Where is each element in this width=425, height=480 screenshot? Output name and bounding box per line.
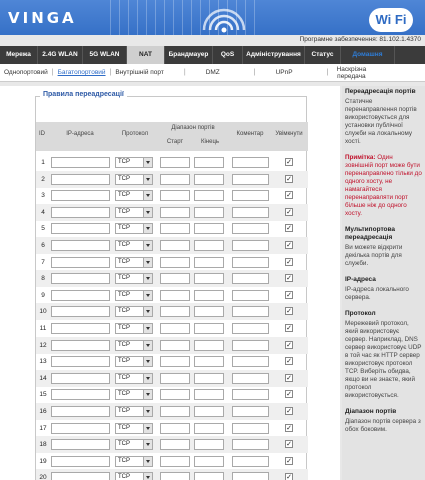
rule-id: 19: [39, 457, 47, 465]
brand-logo: VINGA: [8, 9, 77, 27]
protocol-select[interactable]: [115, 290, 153, 301]
protocol-select[interactable]: [115, 406, 153, 417]
col-id: ID: [39, 131, 45, 137]
help-text: [345, 418, 422, 434]
enable-checkbox[interactable]: ✓: [286, 474, 292, 480]
ip-address-input[interactable]: [51, 240, 110, 251]
table-row: [36, 386, 308, 403]
enable-checkbox[interactable]: ✓: [286, 391, 292, 399]
port-start-input[interactable]: [160, 240, 190, 251]
enable-checkbox[interactable]: ✓: [286, 374, 292, 382]
table-row: [36, 237, 308, 254]
protocol-value: TCP: [118, 474, 130, 480]
rule-id: 4: [41, 208, 45, 216]
protocol-value: TCP: [118, 175, 130, 182]
enable-checkbox[interactable]: ✓: [286, 408, 292, 415]
help-text: [345, 286, 422, 302]
comment-input[interactable]: [232, 240, 269, 251]
wifi-badge-logo: Wi Fi: [369, 8, 413, 32]
table-row: [36, 453, 308, 470]
forwarding-rules-fieldset: [35, 96, 307, 480]
ip-address-input[interactable]: [51, 340, 110, 351]
protocol-value: TCP: [118, 258, 130, 265]
subnav-item[interactable]: UPnP: [275, 69, 293, 76]
rule-id: 16: [39, 408, 47, 415]
help-title: Переадресація портів: [345, 88, 416, 95]
port-start-input[interactable]: [160, 340, 190, 351]
enable-checkbox[interactable]: ✓: [286, 225, 292, 233]
comment-input[interactable]: [232, 340, 269, 351]
enable-checkbox[interactable]: ✓: [286, 208, 292, 216]
port-start-input[interactable]: [160, 456, 190, 467]
help-block: [345, 276, 422, 302]
comment-input[interactable]: [232, 456, 269, 467]
comment-input[interactable]: [232, 257, 269, 268]
port-start-input[interactable]: [160, 373, 190, 384]
table-row: [36, 171, 308, 188]
table-row: [36, 320, 308, 337]
col-end: Кінець: [200, 139, 220, 145]
protocol-select[interactable]: [115, 306, 153, 317]
table-row: [36, 370, 308, 387]
protocol-select[interactable]: [115, 257, 153, 268]
port-end-input[interactable]: [194, 306, 224, 317]
chevron-down-icon: [143, 241, 152, 250]
nav-item[interactable]: Мережа: [0, 46, 38, 64]
help-body: IP-адреса локального сервера.: [345, 286, 409, 301]
table-row: [36, 469, 308, 480]
port-start-input[interactable]: [160, 207, 190, 218]
subnav-item[interactable]: DMZ: [205, 69, 220, 76]
chevron-down-icon: [143, 324, 152, 333]
protocol-select[interactable]: [115, 439, 153, 450]
protocol-value: TCP: [118, 441, 130, 448]
help-block: [345, 154, 422, 218]
port-start-input[interactable]: [160, 273, 190, 284]
port-end-input[interactable]: [194, 240, 224, 251]
comment-input[interactable]: [232, 306, 269, 317]
help-block: [345, 88, 422, 146]
protocol-select[interactable]: [115, 356, 153, 367]
protocol-select[interactable]: [115, 423, 153, 434]
protocol-select[interactable]: [115, 157, 153, 168]
rule-id: 9: [41, 291, 45, 299]
protocol-select[interactable]: [115, 456, 153, 467]
subnav-separator: |: [51, 69, 54, 76]
port-start-input[interactable]: [160, 306, 190, 317]
help-text: [345, 154, 422, 218]
enable-checkbox[interactable]: ✓: [286, 192, 292, 200]
chevron-down-icon: [143, 341, 152, 350]
enable-checkbox[interactable]: ✓: [286, 341, 292, 349]
comment-input[interactable]: [232, 439, 269, 450]
protocol-value: TCP: [118, 391, 130, 398]
ip-address-input[interactable]: [51, 423, 110, 434]
rule-id: 18: [39, 441, 47, 449]
table-row: [36, 270, 308, 287]
ip-address-input[interactable]: [51, 306, 110, 317]
protocol-select[interactable]: [115, 207, 153, 218]
port-end-input[interactable]: [194, 423, 224, 434]
subnav-item[interactable]: Багатопортовий: [57, 69, 106, 76]
protocol-select[interactable]: [115, 323, 153, 334]
chevron-down-icon: [143, 407, 152, 416]
subnav-separator: |: [326, 69, 329, 76]
chevron-down-icon: [143, 357, 152, 366]
chevron-down-icon: [143, 457, 152, 466]
enable-checkbox[interactable]: ✓: [286, 457, 292, 465]
port-start-input[interactable]: [160, 406, 190, 417]
table-header: [36, 122, 308, 151]
help-body: Статичне перенаправлення портів використовується для установки публічної служби на локальному хості.: [345, 98, 417, 145]
enable-checkbox[interactable]: ✓: [286, 175, 292, 183]
port-start-input[interactable]: [160, 356, 190, 367]
protocol-value: TCP: [118, 325, 130, 331]
protocol-value: TCP: [118, 225, 130, 232]
comment-input[interactable]: [232, 223, 269, 234]
comment-input[interactable]: [232, 273, 269, 284]
enable-checkbox[interactable]: ✓: [286, 291, 292, 299]
enable-checkbox[interactable]: ✓: [286, 325, 292, 332]
protocol-value: TCP: [118, 159, 130, 165]
nav-item[interactable]: Брандмауер: [165, 46, 213, 64]
protocol-value: TCP: [118, 275, 130, 282]
help-body: Діапазон портів сервера з обох боковим.: [345, 418, 421, 433]
enable-checkbox[interactable]: ✓: [286, 308, 292, 316]
port-end-input[interactable]: [194, 456, 224, 467]
comment-input[interactable]: [232, 190, 269, 201]
enable-checkbox[interactable]: ✓: [286, 424, 292, 432]
ip-address-input[interactable]: [51, 223, 110, 234]
port-end-input[interactable]: [194, 340, 224, 351]
nav-item[interactable]: 2.4G WLAN: [38, 46, 83, 64]
ip-address-input[interactable]: [51, 157, 110, 168]
comment-input[interactable]: [232, 423, 269, 434]
rule-id: 12: [39, 341, 47, 349]
help-title: Протокол: [345, 310, 376, 317]
chevron-down-icon: [143, 258, 152, 267]
rule-id: 10: [39, 308, 47, 316]
nav-item[interactable]: Статус: [305, 46, 341, 64]
sub-nav: [0, 64, 425, 82]
protocol-select[interactable]: [115, 240, 153, 251]
table-row: [36, 403, 308, 420]
port-end-input[interactable]: [194, 406, 224, 417]
comment-input[interactable]: [232, 406, 269, 417]
help-title: Діапазон портів: [345, 408, 397, 415]
port-end-input[interactable]: [194, 472, 224, 480]
port-end-input[interactable]: [194, 207, 224, 218]
port-start-input[interactable]: [160, 223, 190, 234]
table-row: [36, 353, 308, 370]
protocol-value: TCP: [118, 308, 130, 315]
subnav-separator: |: [183, 69, 186, 76]
ip-address-input[interactable]: [51, 174, 110, 185]
help-body: Ви можете відкрити декілька портів для служби.: [345, 244, 403, 267]
ip-address-input[interactable]: [51, 373, 110, 384]
port-start-input[interactable]: [160, 472, 190, 480]
main-nav: [0, 46, 425, 64]
rule-id: 7: [41, 258, 45, 266]
main-panel: [0, 86, 340, 480]
note-label: Примітка:: [345, 154, 376, 161]
help-text: [345, 98, 422, 146]
enable-checkbox[interactable]: ✓: [286, 242, 292, 249]
chevron-down-icon: [143, 191, 152, 200]
help-text: [345, 320, 422, 400]
port-start-input[interactable]: [160, 389, 190, 400]
subnav-item[interactable]: Наскрізна передача: [336, 65, 367, 80]
port-start-input[interactable]: [160, 423, 190, 434]
chevron-down-icon: [143, 208, 152, 217]
chevron-down-icon: [143, 274, 152, 283]
table-row: [36, 154, 308, 171]
chevron-down-icon: [143, 224, 152, 233]
table-row: [36, 436, 308, 453]
protocol-value: TCP: [118, 208, 130, 215]
protocol-select[interactable]: [115, 273, 153, 284]
rule-id: 3: [41, 192, 45, 200]
fieldset-legend: Правила переадресації: [40, 91, 127, 98]
port-end-input[interactable]: [194, 323, 224, 334]
protocol-value: TCP: [118, 408, 130, 414]
protocol-select[interactable]: [115, 472, 153, 480]
rule-id: 6: [41, 242, 45, 249]
help-body: Один зовнішній порт може бути перенаправлено тільки до одного хосту, не намагайтеся перенаправляти порт більше ніж до одного хосту.: [345, 154, 422, 217]
table-row: [36, 187, 308, 204]
port-start-input[interactable]: [160, 290, 190, 301]
ip-address-input[interactable]: [51, 323, 110, 334]
port-end-input[interactable]: [194, 257, 224, 268]
comment-input[interactable]: [232, 373, 269, 384]
port-end-input[interactable]: [194, 157, 224, 168]
help-body: Мережевий протокол, який використовує сервер. Наприклад, DNS сервер використовує UDP в той час як HTTP сервер використовує протокол TCP. Виберіть обидва, якщо ви не знаєте, який протокол використовується.: [345, 320, 422, 399]
comment-input[interactable]: [232, 389, 269, 400]
nav-item[interactable]: NAT: [127, 46, 165, 64]
port-end-input[interactable]: [194, 439, 224, 450]
rule-id: 5: [41, 225, 45, 233]
chevron-down-icon: [143, 175, 152, 184]
rule-id: 20: [39, 474, 47, 480]
enable-checkbox[interactable]: ✓: [286, 358, 292, 366]
enable-checkbox[interactable]: ✓: [286, 258, 292, 266]
chevron-down-icon: [143, 374, 152, 383]
table-row: [36, 287, 308, 304]
ip-address-input[interactable]: [51, 190, 110, 201]
protocol-select[interactable]: [115, 373, 153, 384]
col-start: Старт: [166, 139, 184, 145]
firmware-version: Програмне забезпечення: 81.102.1.4370: [299, 36, 421, 43]
protocol-value: TCP: [118, 242, 130, 248]
comment-input[interactable]: [232, 174, 269, 185]
rule-id: 15: [39, 391, 47, 399]
help-title: IP-адреса: [345, 276, 376, 283]
port-start-input[interactable]: [160, 257, 190, 268]
nav-item[interactable]: QoS: [213, 46, 243, 64]
enable-checkbox[interactable]: ✓: [286, 275, 292, 283]
ip-address-input[interactable]: [51, 439, 110, 450]
port-end-input[interactable]: [194, 389, 224, 400]
protocol-value: TCP: [118, 374, 130, 381]
comment-input[interactable]: [232, 207, 269, 218]
port-start-input[interactable]: [160, 323, 190, 334]
rule-id: 1: [41, 159, 45, 166]
chevron-down-icon: [143, 291, 152, 300]
comment-input[interactable]: [232, 290, 269, 301]
ip-address-input[interactable]: [51, 389, 110, 400]
port-start-input[interactable]: [160, 174, 190, 185]
port-end-input[interactable]: [194, 273, 224, 284]
ip-address-input[interactable]: [51, 273, 110, 284]
rule-id: 11: [39, 325, 47, 332]
protocol-value: TCP: [118, 341, 130, 348]
chevron-down-icon: [143, 158, 152, 167]
port-end-input[interactable]: [194, 290, 224, 301]
help-title: Мультипортова переадресація: [345, 226, 396, 241]
port-end-input[interactable]: [194, 190, 224, 201]
help-block: [345, 310, 422, 400]
table-row: [36, 220, 308, 237]
comment-input[interactable]: [232, 323, 269, 334]
help-text: [345, 244, 422, 268]
help-block: [345, 226, 422, 268]
protocol-select[interactable]: [115, 223, 153, 234]
protocol-value: TCP: [118, 424, 130, 431]
col-comment: Коментар: [236, 131, 264, 137]
ip-address-input[interactable]: [51, 456, 110, 467]
enable-checkbox[interactable]: ✓: [286, 441, 292, 449]
port-end-input[interactable]: [194, 373, 224, 384]
help-block: [345, 408, 422, 434]
ip-address-input[interactable]: [51, 356, 110, 367]
chevron-down-icon: [143, 424, 152, 433]
port-end-input[interactable]: [194, 223, 224, 234]
rule-id: 14: [39, 374, 47, 382]
table-row: [36, 420, 308, 437]
rule-id: 8: [41, 275, 45, 283]
help-sidebar: [342, 86, 425, 480]
port-start-input[interactable]: [160, 157, 190, 168]
col-protocol: Протокол: [121, 131, 149, 137]
col-ip: IP-адреса: [66, 131, 94, 137]
comment-input[interactable]: [232, 472, 269, 480]
port-end-input[interactable]: [194, 356, 224, 367]
ip-address-input[interactable]: [51, 472, 110, 480]
subnav-separator: |: [109, 69, 112, 76]
chevron-down-icon: [143, 390, 152, 399]
subnav-item[interactable]: Однопортовий: [4, 69, 48, 76]
protocol-value: TCP: [118, 192, 130, 199]
col-port-range: Діапазон портів: [171, 125, 215, 131]
protocol-select[interactable]: [115, 174, 153, 185]
chevron-down-icon: [143, 307, 152, 316]
rule-id: 2: [41, 175, 45, 183]
nav-item[interactable]: Домашня: [341, 46, 395, 64]
port-end-input[interactable]: [194, 174, 224, 185]
table-row: [36, 204, 308, 221]
table-row: [36, 254, 308, 271]
ip-address-input[interactable]: [51, 406, 110, 417]
chevron-down-icon: [143, 473, 152, 480]
chevron-down-icon: [143, 440, 152, 449]
protocol-select[interactable]: [115, 340, 153, 351]
rule-id: 17: [39, 424, 47, 432]
enable-checkbox[interactable]: ✓: [286, 159, 292, 166]
subnav-separator: |: [253, 69, 256, 76]
subnav-item[interactable]: Внутрішній порт: [115, 69, 164, 76]
protocol-value: TCP: [118, 291, 130, 298]
rule-id: 13: [39, 358, 47, 366]
protocol-value: TCP: [118, 457, 130, 464]
port-start-input[interactable]: [160, 439, 190, 450]
nav-item[interactable]: 5G WLAN: [83, 46, 127, 64]
protocol-select[interactable]: [115, 190, 153, 201]
table-row: [36, 337, 308, 354]
protocol-value: TCP: [118, 358, 130, 365]
protocol-select[interactable]: [115, 389, 153, 400]
port-start-input[interactable]: [160, 190, 190, 201]
ip-address-input[interactable]: [51, 207, 110, 218]
ip-address-input[interactable]: [51, 290, 110, 301]
table-row: [36, 303, 308, 320]
ip-address-input[interactable]: [51, 257, 110, 268]
col-enabled: Увімкнути: [275, 131, 303, 137]
nav-item[interactable]: Адміністрування: [243, 46, 305, 64]
comment-input[interactable]: [232, 157, 269, 168]
comment-input[interactable]: [232, 356, 269, 367]
